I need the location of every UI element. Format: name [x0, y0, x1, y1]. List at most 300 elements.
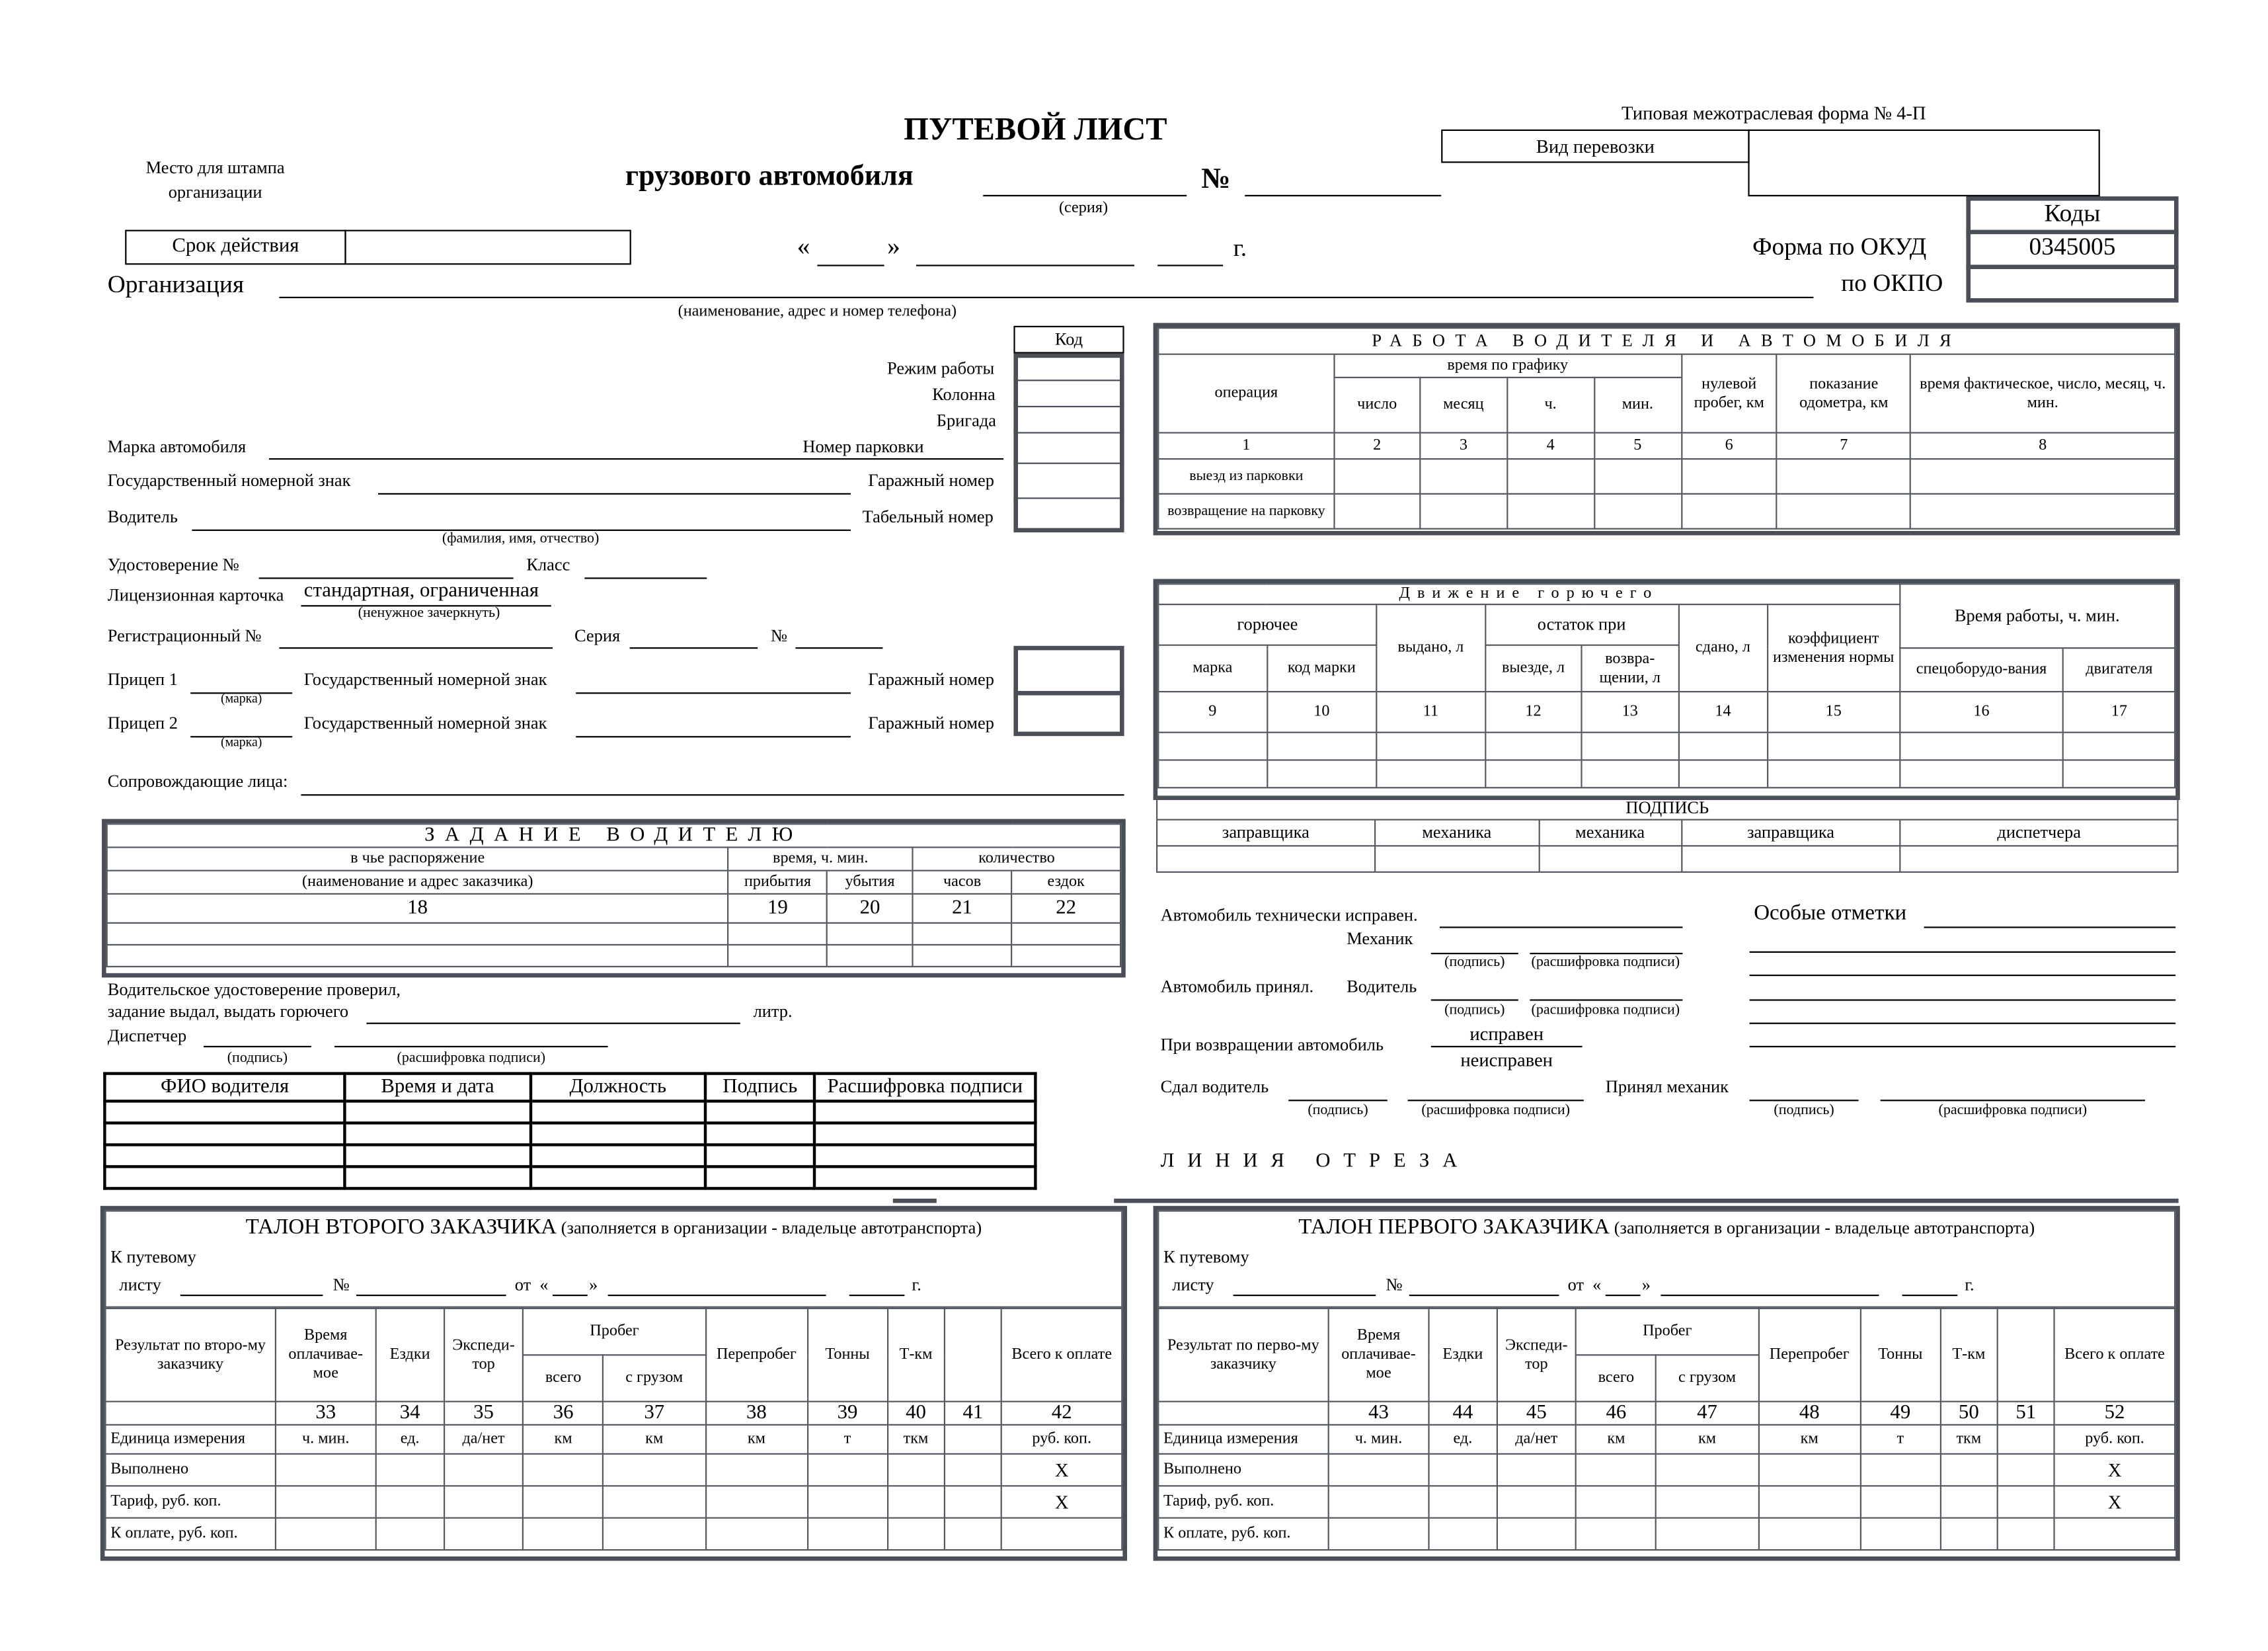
col-num: 35 — [444, 1402, 524, 1425]
fuel-cell[interactable] — [1768, 760, 1899, 788]
sig-cell[interactable] — [1681, 846, 1900, 872]
coupon-cell[interactable] — [705, 1486, 808, 1517]
sign-cell[interactable] — [104, 1166, 344, 1188]
fuel-cell[interactable] — [1582, 760, 1678, 788]
dispatcher-sign-caption: (подпись) — [227, 1050, 288, 1067]
coupon-cell[interactable] — [1861, 1454, 1941, 1486]
dispatcher-decode-caption: (расшифровка подписи) — [397, 1050, 546, 1067]
day-field[interactable] — [1606, 1295, 1641, 1296]
notes-line[interactable] — [1750, 975, 2176, 976]
handed-decode-field[interactable] — [1408, 1100, 1584, 1101]
car-accepted-label: Автомобиль принял. — [1160, 976, 1314, 996]
handed-decode-caption: (расшифровка подписи) — [1421, 1102, 1571, 1119]
coupon-cell[interactable] — [887, 1454, 944, 1486]
units-label: Единица измерения — [106, 1425, 276, 1454]
coupon-cell[interactable] — [808, 1518, 888, 1550]
issued-header: выдано, л — [1376, 604, 1485, 692]
coupon-cell[interactable] — [1940, 1454, 1997, 1486]
task-cell[interactable] — [107, 945, 728, 967]
day-field[interactable] — [553, 1295, 588, 1296]
operation-header: операция — [1158, 354, 1334, 433]
arrival-header: прибытия — [728, 871, 827, 894]
coupon-cell[interactable] — [1429, 1454, 1497, 1486]
task-cell[interactable] — [728, 923, 827, 945]
task-cell[interactable] — [827, 923, 913, 945]
number-field[interactable] — [356, 1295, 506, 1296]
work-cell[interactable] — [1334, 459, 1420, 494]
sign-cell[interactable] — [104, 1145, 344, 1166]
dispatcher-sign-field[interactable] — [204, 1046, 311, 1047]
sig-col: заправщика — [1157, 820, 1375, 846]
work-cell[interactable] — [1507, 459, 1594, 494]
accepted-mech-label: Принял механик — [1605, 1076, 1729, 1097]
reg-no-field[interactable] — [279, 647, 553, 649]
unit-cell: руб. коп. — [1001, 1425, 1122, 1454]
transport-type-label: Вид перевозки — [1536, 135, 1655, 157]
work-cell[interactable] — [1681, 494, 1777, 529]
coupon-title: ТАЛОН ПЕРВОГО ЗАКАЗЧИКА — [1298, 1216, 1610, 1240]
status-not-ok[interactable]: неисправен — [1460, 1049, 1553, 1071]
coupon-cell[interactable] — [1577, 1454, 1657, 1486]
coupon-cell[interactable] — [2054, 1518, 2175, 1550]
class-field[interactable] — [584, 577, 707, 579]
date-year-field[interactable] — [1157, 264, 1223, 266]
coupon-cell[interactable] — [444, 1486, 524, 1517]
coupon-cell[interactable] — [444, 1454, 524, 1486]
notes-line[interactable] — [1750, 951, 2176, 953]
sig-col: диспетчера — [1900, 820, 2178, 846]
plate-field[interactable] — [378, 493, 851, 495]
overrun-header: Перепробег — [1758, 1309, 1861, 1402]
sig-cell[interactable] — [1539, 846, 1681, 872]
coupon-cell[interactable] — [276, 1518, 376, 1550]
year-field[interactable] — [1902, 1295, 1958, 1296]
escort-label: Сопровождающие лица: — [107, 771, 288, 791]
sign-cell[interactable] — [345, 1166, 530, 1188]
date-open: « — [797, 231, 810, 261]
coupon-cell[interactable] — [524, 1486, 604, 1517]
coupon-cell[interactable] — [276, 1454, 376, 1486]
col-num: 37 — [603, 1402, 705, 1425]
code-label: Код — [1054, 329, 1083, 349]
unit-cell: ед. — [376, 1425, 444, 1454]
number-field[interactable] — [1245, 195, 1441, 196]
fuel-cell[interactable] — [1899, 760, 2063, 788]
coupon-cell[interactable] — [1998, 1486, 2054, 1517]
transport-type-label-box — [1441, 130, 1749, 163]
organization-label: Организация — [107, 270, 245, 298]
okpo-field[interactable] — [1969, 268, 2175, 300]
escort-field[interactable] — [301, 794, 1124, 795]
coupon-cell[interactable] — [1497, 1518, 1577, 1550]
sign-cell[interactable] — [104, 1101, 344, 1123]
coupon-cell[interactable] — [1758, 1518, 1861, 1550]
col-num: 51 — [1998, 1402, 2054, 1425]
coupon-cell[interactable] — [1577, 1518, 1657, 1550]
unit-cell: км — [524, 1425, 604, 1454]
validity-field[interactable] — [344, 230, 631, 265]
col-num: 41 — [945, 1402, 1001, 1425]
work-cell[interactable] — [1334, 494, 1420, 529]
date-day-field[interactable] — [817, 264, 884, 266]
sign-cell[interactable] — [530, 1166, 705, 1188]
trailer1-plate-field[interactable] — [576, 692, 851, 694]
col-num: 50 — [1940, 1402, 1997, 1425]
col-num: 52 — [2054, 1402, 2175, 1425]
sign-col: Расшифровка подписи — [814, 1074, 1035, 1102]
overrun-header: Перепробег — [705, 1309, 808, 1402]
work-cell[interactable] — [1594, 494, 1681, 529]
coupon-cell[interactable] — [1577, 1486, 1657, 1517]
coupon-cell[interactable] — [808, 1454, 888, 1486]
fuel-cell[interactable] — [1485, 733, 1581, 760]
tkm-header: Т-км — [887, 1309, 944, 1402]
reg-number-field[interactable] — [795, 647, 882, 649]
coupon-cell[interactable] — [376, 1518, 444, 1550]
month-header: месяц — [1420, 378, 1507, 433]
unit-cell: км — [1656, 1425, 1758, 1454]
sign-col: Подпись — [705, 1074, 814, 1102]
unit-cell: ч. мин. — [276, 1425, 376, 1454]
fuel-cell[interactable] — [1267, 733, 1376, 760]
sheet-label: листу — [1172, 1274, 1214, 1295]
coupon-cell[interactable] — [1998, 1454, 2054, 1486]
x-mark: X — [1001, 1486, 1122, 1517]
accept-sign-field[interactable] — [1431, 999, 1518, 1000]
coupon-cell[interactable] — [1328, 1454, 1428, 1486]
day-header: число — [1334, 378, 1420, 433]
loaded-header: с грузом — [1656, 1355, 1758, 1401]
result-header: Результат по второ-му заказчику — [106, 1309, 276, 1402]
validity-label: Срок действия — [172, 235, 299, 258]
unit-cell: ткм — [1940, 1425, 1997, 1454]
coupon-cell[interactable] — [1001, 1518, 1122, 1550]
handed-sign-field[interactable] — [1288, 1100, 1388, 1101]
dispatcher-decode-field[interactable] — [334, 1046, 608, 1047]
coupon-cell[interactable] — [276, 1486, 376, 1517]
sign-cell[interactable] — [705, 1166, 814, 1188]
notes-line[interactable] — [1750, 999, 2176, 1000]
coupon-cell[interactable] — [887, 1518, 944, 1550]
task-cell[interactable] — [913, 923, 1011, 945]
departure-header: убытия — [827, 871, 913, 894]
month-field[interactable] — [608, 1295, 826, 1296]
unit-cell: км — [603, 1425, 705, 1454]
notes-line[interactable] — [1750, 1046, 2176, 1047]
notes-line[interactable] — [1750, 1023, 2176, 1024]
sign-cell[interactable] — [705, 1123, 814, 1145]
fuel-cell[interactable] — [1267, 760, 1376, 788]
col-num: 7 — [1777, 433, 1910, 460]
sig-col: заправщика — [1681, 820, 1900, 846]
coupon-cell[interactable] — [1940, 1486, 1997, 1517]
sign-cell[interactable] — [814, 1123, 1035, 1145]
special-header: спецоборудо-вания — [1899, 648, 2063, 692]
coupon-note: (заполняется в организации - владельце автотранспорта) — [561, 1217, 982, 1238]
signature-title: ПОДПИСЬ — [1157, 797, 2177, 820]
status-ok[interactable]: исправен — [1469, 1022, 1544, 1045]
coupon-cell[interactable] — [603, 1454, 705, 1486]
col-num: 21 — [913, 894, 1011, 923]
coupon-cell[interactable] — [1861, 1486, 1941, 1517]
col-num: 1 — [1158, 433, 1334, 460]
work-cell[interactable] — [1420, 494, 1507, 529]
date-close: » — [887, 231, 900, 261]
coupon-cell[interactable] — [1497, 1486, 1577, 1517]
coupon-cell[interactable] — [1758, 1486, 1861, 1517]
col-num: 11 — [1376, 692, 1485, 733]
col-num: 22 — [1011, 894, 1120, 923]
sig-cell[interactable] — [1375, 846, 1539, 872]
coupon-cell[interactable] — [524, 1454, 604, 1486]
car-brand-field[interactable] — [269, 458, 1003, 460]
col-num: 19 — [728, 894, 827, 923]
coupon-cell[interactable] — [1656, 1518, 1758, 1550]
task-cell[interactable] — [913, 945, 1011, 967]
trailer1-brand-caption: (марка) — [220, 691, 262, 705]
total-header: всего — [524, 1355, 604, 1401]
fuel-cell[interactable] — [1158, 760, 1267, 788]
coupon-cell[interactable] — [1861, 1518, 1941, 1550]
mechanic-decode-caption: (расшифровка подписи) — [1531, 954, 1680, 971]
parking-no-label: Номер парковки — [802, 436, 924, 457]
col-num: 8 — [1910, 433, 2175, 460]
notes-line[interactable] — [1924, 926, 2176, 928]
okud-value[interactable]: 0345005 — [2029, 233, 2116, 261]
col-num: 36 — [524, 1402, 604, 1425]
task-table — [106, 823, 1122, 967]
col-num: 33 — [276, 1402, 376, 1425]
number-field[interactable] — [1409, 1295, 1559, 1296]
total-header: всего — [1577, 1355, 1657, 1401]
fuel-cell[interactable] — [2064, 733, 2175, 760]
unit-cell: км — [705, 1425, 808, 1454]
form-type: Типовая межотраслевая форма № 4-П — [1622, 102, 1926, 124]
sign-cell[interactable] — [814, 1145, 1035, 1166]
fuel-cell[interactable] — [1768, 733, 1899, 760]
work-cell[interactable] — [1420, 459, 1507, 494]
work-time-header: Время работы, ч. мин. — [1899, 584, 2175, 648]
to-sheet-label: К путевому — [1163, 1246, 1249, 1268]
task-title: ЗАДАНИЕ ВОДИТЕЛЮ — [107, 824, 1120, 847]
coupon-cell[interactable] — [1656, 1454, 1758, 1486]
col-num: 12 — [1485, 692, 1581, 733]
license-label: Удостоверение № — [107, 554, 239, 575]
dispatcher-label: Диспетчер — [107, 1026, 187, 1046]
handed-driver-label: Сдал водитель — [1160, 1076, 1269, 1097]
coupon-title: ТАЛОН ВТОРОГО ЗАКАЗЧИКА — [245, 1216, 557, 1240]
task-cell[interactable] — [1011, 923, 1120, 945]
coupon-cell[interactable] — [1429, 1518, 1497, 1550]
trailer2-plate-field[interactable] — [576, 736, 851, 737]
work-cell[interactable] — [1777, 459, 1910, 494]
to-pay-header: Всего к оплате — [2054, 1309, 2175, 1402]
coupon-cell[interactable] — [1656, 1486, 1758, 1517]
validity-label-box — [125, 230, 346, 265]
unit-cell: т — [808, 1425, 888, 1454]
year-label: г. — [1233, 234, 1247, 262]
license-card-value[interactable]: стандартная, ограниченная — [303, 580, 539, 602]
done-row-label: Выполнено — [1158, 1454, 1328, 1486]
col-num: 13 — [1582, 692, 1678, 733]
mech-sign-caption: (подпись) — [1774, 1102, 1834, 1119]
sign-cell[interactable] — [345, 1145, 530, 1166]
tons-header: Тонны — [1861, 1309, 1941, 1402]
coupon-cell[interactable] — [808, 1486, 888, 1517]
sign-cell[interactable] — [705, 1145, 814, 1166]
unit-cell: ед. — [1429, 1425, 1497, 1454]
handed-sign-caption: (подпись) — [1308, 1102, 1368, 1119]
work-mode-label: Режим работы — [887, 358, 995, 378]
driver-sign-table — [103, 1072, 1036, 1189]
exit-row-label: выезд из парковки — [1158, 459, 1334, 494]
fuel-cell[interactable] — [1376, 760, 1485, 788]
coupon-cell[interactable] — [603, 1486, 705, 1517]
series-caption: (серия) — [1058, 199, 1109, 217]
mechanic-label: Механик — [1347, 928, 1413, 949]
sig-cell[interactable] — [1157, 846, 1375, 872]
unit-cell: да/нет — [444, 1425, 524, 1454]
unit-cell: км — [1577, 1425, 1657, 1454]
coupon-cell[interactable] — [945, 1454, 1001, 1486]
coupon-cell[interactable] — [945, 1518, 1001, 1550]
page-title: ПУТЕВОЙ ЛИСТ — [904, 110, 1167, 147]
sign-cell[interactable] — [814, 1101, 1035, 1123]
plate-label: Государственный номерной знак — [107, 469, 351, 491]
fuel-cell[interactable] — [1899, 733, 2063, 760]
trailer2-garage-label: Гаражный номер — [868, 713, 994, 733]
coupon-cell[interactable] — [603, 1518, 705, 1550]
coupon-cell[interactable] — [444, 1518, 524, 1550]
coupon-cell[interactable] — [705, 1518, 808, 1550]
work-title: РАБОТА ВОДИТЕЛЯ И АВТОМОБИЛЯ — [1158, 328, 2175, 354]
organization-field[interactable] — [279, 297, 1813, 298]
x-mark: X — [2054, 1486, 2175, 1517]
work-cell[interactable] — [1910, 459, 2175, 494]
fuel-cell[interactable] — [2064, 760, 2175, 788]
coupon-cell[interactable] — [524, 1518, 604, 1550]
sign-cell[interactable] — [705, 1101, 814, 1123]
fuel-amount-field[interactable] — [366, 1023, 740, 1024]
work-cell[interactable] — [1681, 459, 1777, 494]
coupon-cell[interactable] — [1328, 1518, 1428, 1550]
series-field[interactable] — [983, 195, 1187, 196]
col-num: 3 — [1420, 433, 1507, 460]
sign-cell[interactable] — [345, 1123, 530, 1145]
mech-sign-field[interactable] — [1750, 1100, 1859, 1101]
year-field[interactable] — [849, 1295, 905, 1296]
tech-ok-field[interactable] — [1440, 926, 1682, 928]
coupon-cell[interactable] — [887, 1486, 944, 1517]
fuel-header: горючее — [1158, 604, 1376, 645]
sheet-field[interactable] — [180, 1295, 323, 1296]
col-num: 48 — [1758, 1402, 1861, 1425]
payable-row-label: К оплате, руб. коп. — [106, 1518, 276, 1550]
sheet-field[interactable] — [1233, 1295, 1376, 1296]
sig-cell[interactable] — [1900, 846, 2178, 872]
coupon-cell[interactable] — [1940, 1518, 1997, 1550]
fuel-cell[interactable] — [1158, 733, 1267, 760]
col-num: 39 — [808, 1402, 888, 1425]
coupon-first-table — [1157, 1308, 2175, 1550]
col-num: 9 — [1158, 692, 1267, 733]
fuel-cell[interactable] — [1678, 733, 1768, 760]
unit-cell — [1998, 1425, 2054, 1454]
work-cell[interactable] — [1777, 494, 1910, 529]
date-open: « — [1592, 1274, 1602, 1295]
date-open: « — [539, 1274, 549, 1295]
series-input[interactable] — [630, 647, 758, 649]
fuel-cell[interactable] — [1678, 760, 1768, 788]
hours-header: часов — [913, 871, 1011, 894]
coupon-cell[interactable] — [1998, 1518, 2054, 1550]
coupon-cell[interactable] — [1497, 1454, 1577, 1486]
work-cell[interactable] — [1910, 494, 2175, 529]
coupon-cell[interactable] — [1758, 1454, 1861, 1486]
accept-decode-field[interactable] — [1530, 999, 1682, 1000]
unit-cell: ткм — [887, 1425, 944, 1454]
col-num: 49 — [1861, 1402, 1941, 1425]
coupon-second-table — [104, 1308, 1122, 1550]
handed-header: сдано, л — [1678, 604, 1768, 692]
no-label: № — [332, 1274, 350, 1295]
coupon-cell[interactable] — [945, 1486, 1001, 1517]
sign-cell[interactable] — [530, 1145, 705, 1166]
trips-header: Ездки — [376, 1309, 444, 1402]
coupon-cell[interactable] — [1328, 1486, 1428, 1517]
date-month-field[interactable] — [916, 264, 1134, 266]
task-cell[interactable] — [107, 923, 728, 945]
tons-header: Тонны — [808, 1309, 888, 1402]
month-field[interactable] — [1661, 1295, 1879, 1296]
license-card-label: Лицензионная карточка — [107, 584, 284, 606]
license-field[interactable] — [259, 577, 514, 579]
sign-cell[interactable] — [104, 1123, 344, 1145]
fuel-cell[interactable] — [1376, 733, 1485, 760]
okud-label: Форма по ОКУД — [1752, 233, 1927, 261]
col-num: 34 — [376, 1402, 444, 1425]
tech-ok-label: Автомобиль технически исправен. — [1160, 905, 1418, 926]
mech-decode-field[interactable] — [1881, 1100, 2145, 1101]
work-cell[interactable] — [1594, 459, 1681, 494]
coupon-cell[interactable] — [376, 1486, 444, 1517]
tkm-header: Т-км — [1940, 1309, 1997, 1402]
fuel-cell[interactable] — [1485, 760, 1581, 788]
fuel-cell[interactable] — [1582, 733, 1678, 760]
hour-header: ч. — [1507, 378, 1594, 433]
task-cell[interactable] — [728, 945, 827, 967]
task-cell[interactable] — [827, 945, 913, 967]
coupon-cell[interactable] — [705, 1454, 808, 1486]
task-cell[interactable] — [1011, 945, 1120, 967]
unit-cell: т — [1861, 1425, 1941, 1454]
sign-cell[interactable] — [530, 1101, 705, 1123]
coupon-cell[interactable] — [1429, 1486, 1497, 1517]
col-num: 4 — [1507, 433, 1594, 460]
sign-cell[interactable] — [814, 1166, 1035, 1188]
schedule-time-header: время по графику — [1334, 354, 1681, 378]
sign-cell[interactable] — [345, 1101, 530, 1123]
to-sheet-label: К путевому — [110, 1246, 196, 1268]
transport-type-field[interactable] — [1748, 130, 2099, 196]
to-pay-header: Всего к оплате — [1001, 1309, 1122, 1402]
work-cell[interactable] — [1507, 494, 1594, 529]
sign-cell[interactable] — [530, 1123, 705, 1145]
col-num: 17 — [2064, 692, 2175, 733]
code-header — [1013, 326, 1124, 354]
return-row-label: возвращение на парковку — [1158, 494, 1334, 529]
coupon-cell[interactable] — [376, 1454, 444, 1486]
